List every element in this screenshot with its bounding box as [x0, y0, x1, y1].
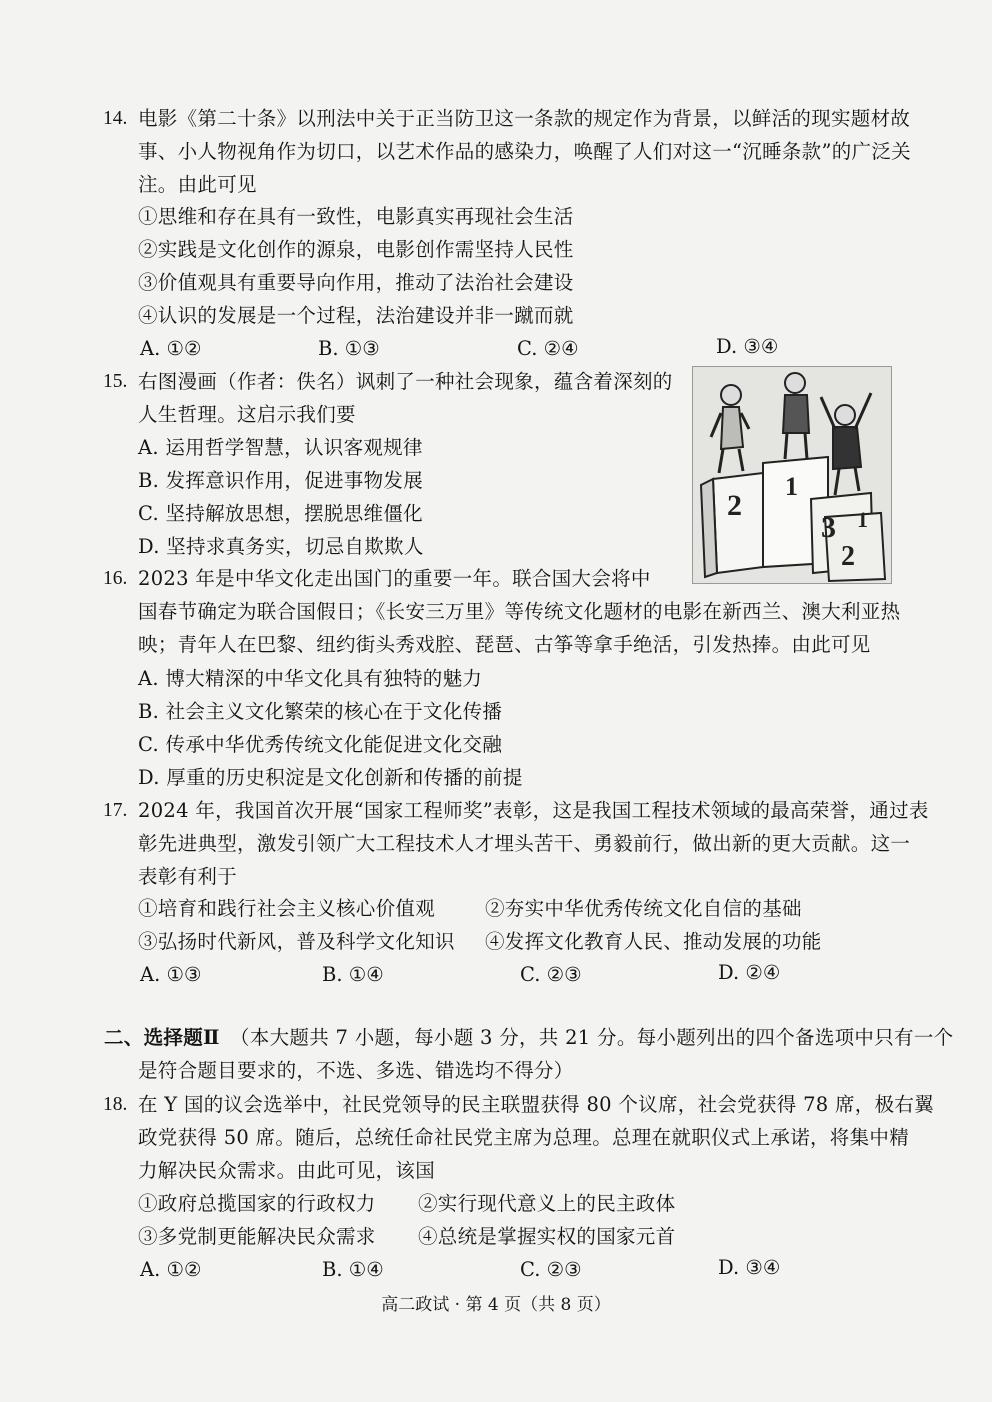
podium-number-2: 2	[727, 489, 742, 522]
podium-number-1: 1	[785, 472, 798, 501]
q14-item-1: ①思维和存在具有一致性，电影真实再现社会生活	[138, 205, 574, 228]
q14-number: 14.	[103, 108, 128, 129]
q18-item-3: ③多党制更能解决民众需求	[138, 1225, 376, 1248]
q16-line-3: 映；青年人在巴黎、纽约街头秀戏腔、琵琶、古筝等拿手绝活，引发热捧。由此可见	[138, 633, 871, 656]
section2-line-2: 是符合题目要求的，不选、多选、错选均不得分）	[138, 1059, 574, 1082]
q16-number: 16.	[103, 568, 128, 589]
q17-choice-b: B. ①④	[322, 963, 384, 986]
q14-choice-d: D. ③④	[716, 335, 779, 358]
q17-choice-a: A. ①③	[140, 963, 202, 986]
podium-number-2b: 2	[841, 541, 855, 572]
q18-choice-d: D. ③④	[718, 1256, 781, 1279]
q16-line-2: 国春节确定为联合国假日；《长安三万里》等传统文化题材的电影在新西兰、澳大利亚热	[138, 600, 901, 623]
q18-line-1: 在 Y 国的议会选举中，社民党领导的民主联盟获得 80 个议席，社会党获得 78 席，极右翼	[138, 1093, 934, 1116]
q15-choice-c: C. 坚持解放思想，摆脱思维僵化	[138, 502, 423, 525]
q15-choice-b: B. 发挥意识作用，促进事物发展	[138, 469, 424, 492]
q17-item-1: ①培育和践行社会主义核心价值观	[138, 897, 436, 920]
podium-cartoon	[692, 366, 892, 584]
q14-choice-c: C. ②④	[517, 337, 579, 360]
q15-choice-d: D. 坚持求真务实，切忌自欺欺人	[138, 535, 424, 558]
q14-item-2: ②实践是文化创作的源泉，电影创作需坚持人民性	[138, 238, 574, 261]
q17-line-3: 表彰有利于	[138, 865, 238, 888]
q16-choice-a: A. 博大精深的中华文化具有独特的魅力	[138, 667, 483, 690]
page-footer: 高二政试 · 第 4 页（共 8 页）	[381, 1295, 611, 1315]
q14-line-2: 事、小人物视角作为切口，以艺术作品的感染力，唤醒了人们对这一“沉睡条款”的广泛关	[138, 140, 911, 163]
podium-number-3: 3	[821, 511, 836, 544]
q18-line-2: 政党获得 50 席。随后，总统任命社民党主席为总理。总理在就职仪式上承诺，将集中精	[138, 1126, 910, 1149]
section2-heading: 二、选择题Ⅱ	[104, 1026, 220, 1049]
section2-line-1: （本大题共 7 小题，每小题 3 分，共 21 分。每小题列出的四个备选项中只有一个	[230, 1026, 954, 1049]
q15-choice-a: A. 运用哲学智慧，认识客观规律	[138, 436, 423, 459]
q15-line-2: 人生哲理。这启示我们要	[138, 403, 356, 426]
q18-item-4: ④总统是掌握实权的国家元首	[418, 1225, 676, 1248]
q17-line-2: 彰先进典型，激发引领广大工程技术人才埋头苦干、勇毅前行，做出新的更大贡献。这一	[138, 832, 911, 855]
q18-choice-a: A. ①②	[140, 1258, 202, 1281]
q18-item-2: ②实行现代意义上的民主政体	[418, 1192, 676, 1215]
q17-item-4: ④发挥文化教育人民、推动发展的功能	[485, 930, 822, 953]
q18-number: 18.	[103, 1094, 128, 1115]
q14-line-3: 注。由此可见	[138, 173, 257, 196]
q16-choice-c: C. 传承中华优秀传统文化能促进文化交融	[138, 733, 503, 756]
q17-choice-d: D. ②④	[718, 961, 781, 984]
q18-line-3: 力解决民众需求。由此可见，该国	[138, 1159, 436, 1182]
q17-item-2: ②夯实中华优秀传统文化自信的基础	[485, 897, 802, 920]
q14-line-1: 电影《第二十条》以刑法中关于正当防卫这一条款的规定作为背景，以鲜活的现实题材故	[138, 107, 911, 130]
q16-choice-b: B. 社会主义文化繁荣的核心在于文化传播	[138, 700, 503, 723]
q17-number: 17.	[103, 800, 128, 821]
podium-cartoon-drawing	[693, 367, 891, 583]
q18-item-1: ①政府总揽国家的行政权力	[138, 1192, 376, 1215]
q16-line-1: 2023 年是中华文化走出国门的重要一年。联合国大会将中	[138, 567, 651, 590]
q14-item-3: ③价值观具有重要导向作用，推动了法治社会建设	[138, 271, 574, 294]
q14-choice-a: A. ①②	[140, 337, 202, 360]
q18-choice-b: B. ①④	[322, 1258, 384, 1281]
q17-line-1: 2024 年，我国首次开展“国家工程师奖”表彰，这是我国工程技术领域的最高荣誉，通过表	[138, 799, 929, 822]
q16-choice-d: D. 厚重的历史积淀是文化创新和传播的前提	[138, 766, 523, 789]
q14-choice-b: B. ①③	[318, 337, 380, 360]
q15-number: 15.	[103, 371, 128, 392]
q17-item-3: ③弘扬时代新风，普及科学文化知识	[138, 930, 455, 953]
q17-choice-c: C. ②③	[520, 963, 582, 986]
podium-number-1b: 1	[857, 507, 868, 532]
q14-item-4: ④认识的发展是一个过程，法治建设并非一蹴而就	[138, 304, 574, 327]
q18-choice-c: C. ②③	[520, 1258, 582, 1281]
q15-line-1: 右图漫画（作者：佚名）讽刺了一种社会现象，蕴含着深刻的	[138, 370, 673, 393]
